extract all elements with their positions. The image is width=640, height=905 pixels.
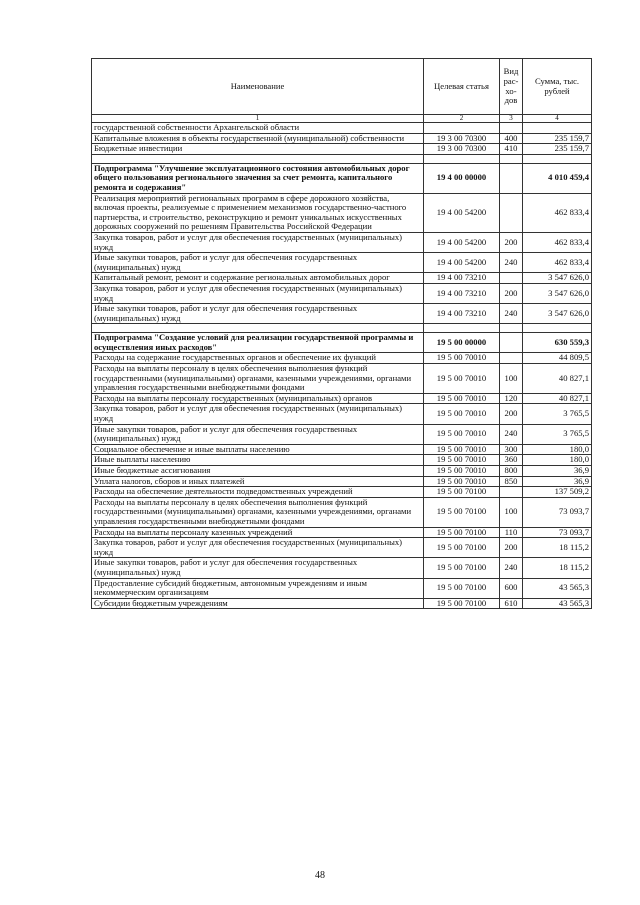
row-name: Расходы на выплаты персоналу казенных учреждений (92, 527, 424, 538)
row-name: Бюджетные инвестиции (92, 144, 424, 155)
row-sum: 137 509,2 (523, 487, 592, 498)
spacer-row (92, 154, 592, 163)
row-name: Реализация мероприятий региональных программ в сфере дорожного хозяйства, включая проекты, реализуемые с применением механизмов государственно-частного партнерства, и строительство, реконструкцию и ремонт уникальных искусственных дорожных сооружений по решениям Правительства Российской Федерации (92, 193, 424, 232)
row-name: Иные закупки товаров, работ и услуг для обеспечения государственных (муниципальных) нужд (92, 253, 424, 273)
row-sum: 3 547 626,0 (523, 283, 592, 303)
row-name: Расходы на выплаты персоналу в целях обеспечения выполнения функций государственными (муниципальными) органами, казенными учреждениями, органами управления государственными внебюджетными фондами (92, 364, 424, 394)
table-row (92, 578, 592, 598)
row-name: Капитальный ремонт, ремонт и содержание региональных автомобильных дорог (92, 273, 424, 284)
row-name: Субсидии бюджетным учреждениям (92, 598, 424, 609)
row-expense-type: 600 (500, 578, 523, 598)
spacer-cell (424, 154, 500, 163)
row-expense-type: 240 (500, 424, 523, 444)
row-name: Расходы на содержание государственных органов и обеспечение их функций (92, 353, 424, 364)
table-header-row (92, 59, 592, 115)
row-name: Иные закупки товаров, работ и услуг для обеспечения государственных (муниципальных) нужд (92, 424, 424, 444)
table-row (92, 527, 592, 538)
row-target-article: 19 5 00 70010 (424, 393, 500, 404)
row-expense-type: 200 (500, 538, 523, 558)
row-target-article: 19 5 00 70100 (424, 578, 500, 598)
row-target-article: 19 5 00 70100 (424, 538, 500, 558)
row-sum: 3 765,5 (523, 424, 592, 444)
spacer-cell (523, 324, 592, 333)
table-row (92, 455, 592, 466)
row-expense-type: 100 (500, 497, 523, 527)
table-row (92, 497, 592, 527)
row-sum: 44 809,5 (523, 353, 592, 364)
header-target-article: Целевая статья (424, 59, 500, 115)
row-sum: 18 115,2 (523, 558, 592, 578)
column-number: 2 (424, 115, 500, 123)
row-expense-type: 360 (500, 455, 523, 466)
row-name: Подпрограмма "Создание условий для реализации государственной программы и осуществления иных расходов" (92, 333, 424, 353)
row-target-article: 19 3 00 70300 (424, 133, 500, 144)
row-name: Расходы на выплаты персоналу государственных (муниципальных) органов (92, 393, 424, 404)
spacer-row (92, 324, 592, 333)
row-target-article: 19 5 00 70100 (424, 497, 500, 527)
row-name: Социальное обеспечение и иные выплаты населению (92, 444, 424, 455)
row-sum: 36,9 (523, 476, 592, 487)
row-name: Капитальные вложения в объекты государственной (муниципальной) собственности (92, 133, 424, 144)
column-numbers-row (92, 115, 592, 123)
row-name: Закупка товаров, работ и услуг для обеспечения государственных (муниципальных) нужд (92, 538, 424, 558)
table-row (92, 304, 592, 324)
table-row (92, 476, 592, 487)
row-sum: 43 565,3 (523, 578, 592, 598)
row-target-article (424, 123, 500, 134)
row-expense-type: 110 (500, 527, 523, 538)
row-sum: 3 765,5 (523, 404, 592, 424)
row-sum: 40 827,1 (523, 393, 592, 404)
spacer-cell (523, 154, 592, 163)
row-sum: 73 093,7 (523, 497, 592, 527)
row-expense-type: 240 (500, 253, 523, 273)
row-sum: 235 159,7 (523, 133, 592, 144)
table-row (92, 404, 592, 424)
row-expense-type (500, 163, 523, 193)
row-target-article: 19 4 00 54200 (424, 253, 500, 273)
row-sum: 630 559,3 (523, 333, 592, 353)
row-expense-type: 100 (500, 364, 523, 394)
table-row (92, 193, 592, 232)
row-target-article: 19 5 00 70010 (424, 424, 500, 444)
row-sum: 40 827,1 (523, 364, 592, 394)
row-target-article: 19 5 00 70010 (424, 353, 500, 364)
row-sum: 462 833,4 (523, 232, 592, 252)
row-target-article: 19 4 00 54200 (424, 193, 500, 232)
row-name: Расходы на выплаты персоналу в целях обеспечения выполнения функций государственными (муниципальными) органами, казенными учреждениями, органами управления государственными внебюджетными фондами (92, 497, 424, 527)
row-name: Закупка товаров, работ и услуг для обеспечения государственных (муниципальных) нужд (92, 404, 424, 424)
table-row (92, 353, 592, 364)
table-row (92, 444, 592, 455)
spacer-cell (92, 324, 424, 333)
row-name: Подпрограмма "Улучшение эксплуатационного состояния автомобильных дорог общего пользования регионального значения за счет ремонта, капитального ремонта и содержания" (92, 163, 424, 193)
row-target-article: 19 4 00 73210 (424, 283, 500, 303)
table-row (92, 364, 592, 394)
row-expense-type: 200 (500, 283, 523, 303)
row-name: Расходы на обеспечение деятельности подведомственных учреждений (92, 487, 424, 498)
spacer-cell (424, 324, 500, 333)
table-row (92, 253, 592, 273)
row-expense-type (500, 193, 523, 232)
header-expense-type: Вид рас-хо-дов (500, 59, 523, 115)
row-expense-type: 200 (500, 404, 523, 424)
row-target-article: 19 4 00 00000 (424, 163, 500, 193)
table-row (92, 424, 592, 444)
row-target-article: 19 4 00 73210 (424, 304, 500, 324)
spacer-cell (500, 154, 523, 163)
row-target-article: 19 5 00 70010 (424, 364, 500, 394)
row-target-article: 19 5 00 70100 (424, 527, 500, 538)
row-expense-type: 200 (500, 232, 523, 252)
row-target-article: 19 5 00 70010 (424, 404, 500, 424)
column-number: 4 (523, 115, 592, 123)
row-target-article: 19 5 00 70010 (424, 444, 500, 455)
row-sum (523, 123, 592, 134)
subprogram-row (92, 333, 592, 353)
row-sum: 462 833,4 (523, 193, 592, 232)
table-row (92, 598, 592, 609)
row-target-article: 19 5 00 70010 (424, 455, 500, 466)
row-target-article: 19 5 00 70010 (424, 476, 500, 487)
row-name: Иные выплаты населению (92, 455, 424, 466)
row-sum: 73 093,7 (523, 527, 592, 538)
row-expense-type: 300 (500, 444, 523, 455)
row-expense-type: 240 (500, 558, 523, 578)
row-expense-type (500, 333, 523, 353)
row-expense-type: 610 (500, 598, 523, 609)
header-sum: Сумма, тыс. рублей (523, 59, 592, 115)
row-sum: 4 010 459,4 (523, 163, 592, 193)
table-row (92, 133, 592, 144)
table-row (92, 487, 592, 498)
table-row (92, 232, 592, 252)
subprogram-row (92, 163, 592, 193)
table-row (92, 558, 592, 578)
row-target-article: 19 5 00 00000 (424, 333, 500, 353)
table-body (92, 123, 592, 609)
row-sum: 36,9 (523, 466, 592, 477)
row-sum: 180,0 (523, 444, 592, 455)
row-sum: 180,0 (523, 455, 592, 466)
row-expense-type: 850 (500, 476, 523, 487)
row-expense-type (500, 123, 523, 134)
row-expense-type: 120 (500, 393, 523, 404)
row-target-article: 19 3 00 70300 (424, 144, 500, 155)
row-expense-type: 410 (500, 144, 523, 155)
row-name: Предоставление субсидий бюджетным, автономным учреждениям и иным некоммерческим организациям (92, 578, 424, 598)
table-row (92, 466, 592, 477)
row-name: Закупка товаров, работ и услуг для обеспечения государственных (муниципальных) нужд (92, 283, 424, 303)
row-target-article: 19 5 00 70010 (424, 466, 500, 477)
row-expense-type: 240 (500, 304, 523, 324)
table-row (92, 393, 592, 404)
row-name: Иные закупки товаров, работ и услуг для обеспечения государственных (муниципальных) нужд (92, 304, 424, 324)
table-row (92, 538, 592, 558)
row-sum: 3 547 626,0 (523, 273, 592, 284)
row-name: Уплата налогов, сборов и иных платежей (92, 476, 424, 487)
row-name: государственной собственности Архангельской области (92, 123, 424, 134)
row-name: Иные бюджетные ассигнования (92, 466, 424, 477)
row-sum: 462 833,4 (523, 253, 592, 273)
row-expense-type: 400 (500, 133, 523, 144)
spacer-cell (500, 324, 523, 333)
row-target-article: 19 5 00 70100 (424, 487, 500, 498)
row-name: Закупка товаров, работ и услуг для обеспечения государственных (муниципальных) нужд (92, 232, 424, 252)
row-sum: 3 547 626,0 (523, 304, 592, 324)
table-row (92, 123, 592, 134)
row-expense-type (500, 273, 523, 284)
row-target-article: 19 5 00 70100 (424, 558, 500, 578)
row-expense-type: 800 (500, 466, 523, 477)
table-row (92, 144, 592, 155)
row-expense-type (500, 487, 523, 498)
table-row (92, 273, 592, 284)
row-name: Иные закупки товаров, работ и услуг для обеспечения государственных (муниципальных) нужд (92, 558, 424, 578)
row-expense-type (500, 353, 523, 364)
page-number: 48 (315, 870, 325, 881)
budget-table (91, 58, 592, 609)
row-target-article: 19 4 00 54200 (424, 232, 500, 252)
row-target-article: 19 5 00 70100 (424, 598, 500, 609)
row-sum: 235 159,7 (523, 144, 592, 155)
row-sum: 18 115,2 (523, 538, 592, 558)
row-target-article: 19 4 00 73210 (424, 273, 500, 284)
column-number: 1 (92, 115, 424, 123)
column-number: 3 (500, 115, 523, 123)
header-name: Наименование (92, 59, 424, 115)
row-sum: 43 565,3 (523, 598, 592, 609)
spacer-cell (92, 154, 424, 163)
table-row (92, 283, 592, 303)
